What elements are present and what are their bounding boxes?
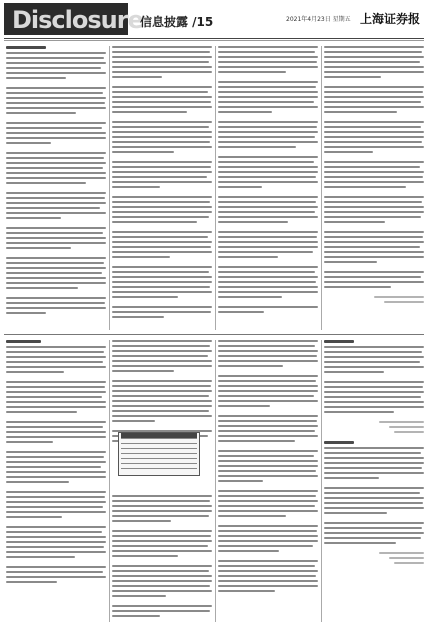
upper-column-4 xyxy=(324,46,424,328)
top-rule xyxy=(4,38,424,39)
column-rule xyxy=(109,46,110,330)
column-rule xyxy=(109,340,110,622)
newspaper-name: 上海证券报 xyxy=(360,12,421,26)
upper-column-1 xyxy=(6,46,106,328)
upper-column-3 xyxy=(218,46,318,328)
disclosure-logo xyxy=(4,3,143,35)
logo-text: Disclosure xyxy=(12,6,143,34)
column-rule xyxy=(321,46,322,330)
section-divider xyxy=(4,334,424,335)
section-title: 信息披露 /15 xyxy=(140,15,214,29)
column-rule xyxy=(321,340,322,622)
masthead xyxy=(0,0,428,40)
lower-column-4 xyxy=(324,340,424,622)
column-rule xyxy=(215,340,216,622)
lower-column-2 xyxy=(112,340,212,622)
lower-column-1 xyxy=(6,340,106,622)
top-rule-thin xyxy=(4,40,424,41)
lower-column-3 xyxy=(218,340,318,622)
upper-column-2 xyxy=(112,46,212,328)
data-table xyxy=(118,432,200,476)
column-rule xyxy=(215,46,216,330)
issue-date: 2021年4月23日 星期五 xyxy=(286,16,351,23)
table-row xyxy=(121,464,197,469)
